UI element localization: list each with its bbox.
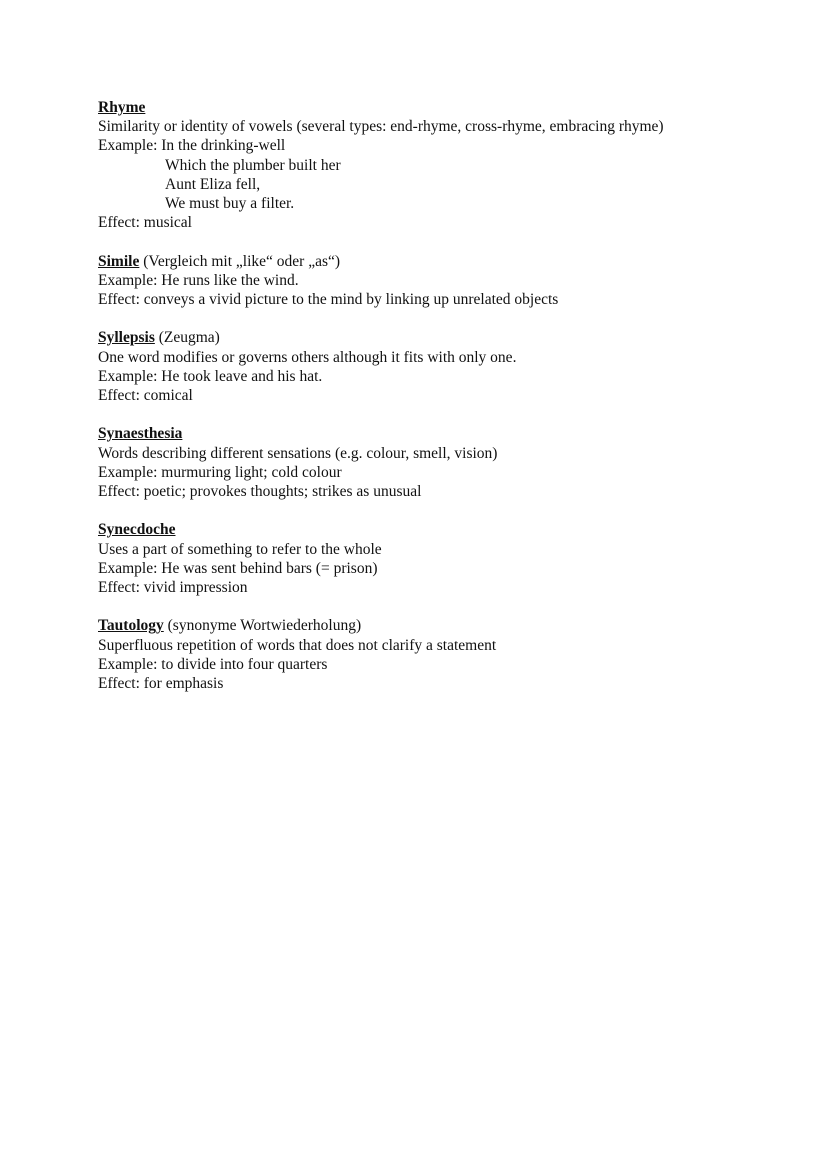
example-text: Example: He was sent behind bars (= prison): [98, 559, 378, 577]
term-title: Tautology: [98, 617, 164, 635]
example-line: We must buy a filter.: [165, 195, 295, 213]
effect-text: Effect: for emphasis: [98, 675, 224, 693]
effect-text: Effect: musical: [98, 214, 192, 232]
example-text: Example: In the drinking-well: [98, 137, 286, 155]
definition-text: Uses a part of something to refer to the whole: [98, 540, 382, 558]
example-text: Example: He took leave and his hat.: [98, 367, 323, 385]
example-text: Example: He runs like the wind.: [98, 271, 299, 289]
example-text: Example: murmuring light; cold colour: [98, 463, 342, 481]
entry-heading: [98, 252, 798, 271]
document-page: [98, 98, 798, 712]
example-text: Example: to divide into four quarters: [98, 655, 328, 673]
entry-syllepsis: [98, 328, 798, 405]
entry-synaesthesia: [98, 424, 798, 501]
entry-tautology: [98, 616, 798, 693]
term-note: (Vergleich mit „like“ oder „as“): [139, 252, 341, 270]
entry-rhyme: [98, 98, 798, 232]
term-title: Syllepsis: [98, 329, 155, 347]
entry-heading: [98, 520, 798, 539]
entry-synecdoche: [98, 520, 798, 597]
term-title: Synecdoche: [98, 521, 176, 539]
effect-text: Effect: conveys a vivid picture to the mind by linking up unrelated objects: [98, 291, 559, 309]
entry-heading: [98, 616, 798, 635]
term-title: Synaesthesia: [98, 425, 183, 443]
definition-text: Words describing different sensations (e.g. colour, smell, vision): [98, 444, 498, 462]
entry-heading: [98, 424, 798, 443]
term-title: Simile: [98, 252, 140, 270]
example-line: Aunt Eliza fell,: [165, 175, 261, 193]
definition-text: One word modifies or governs others although it fits with only one.: [98, 348, 517, 366]
effect-text: Effect: comical: [98, 387, 193, 405]
example-line: Which the plumber built her: [165, 156, 341, 174]
entry-simile: [98, 252, 798, 310]
definition-text: Superfluous repetition of words that does not clarify a statement: [98, 636, 497, 654]
term-note: (Zeugma): [154, 329, 220, 347]
effect-text: Effect: vivid impression: [98, 579, 248, 597]
term-title: Rhyme: [98, 99, 146, 116]
term-note: (synonyme Wortwiederholung): [163, 617, 362, 635]
entry-heading: [98, 98, 798, 117]
entry-heading: [98, 328, 798, 347]
effect-text: Effect: poetic; provokes thoughts; strikes as unusual: [98, 483, 422, 501]
definition-text: Similarity or identity of vowels (several types: end-rhyme, cross-rhyme, embracing rhyme): [98, 118, 664, 136]
